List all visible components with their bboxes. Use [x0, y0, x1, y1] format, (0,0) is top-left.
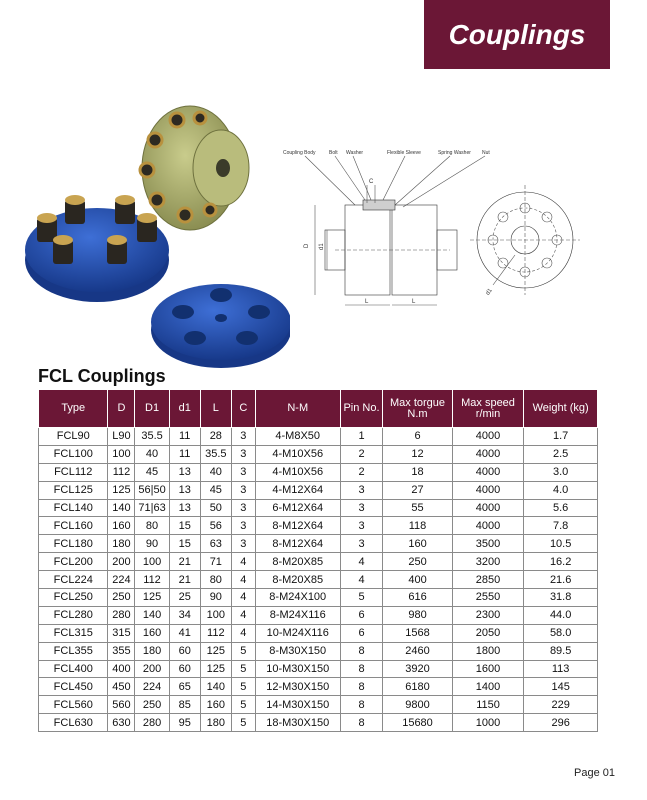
column-header: d1: [169, 390, 200, 428]
table-cell: 21: [169, 571, 200, 589]
table-cell: 4: [340, 571, 383, 589]
table-cell: FCL112: [39, 463, 108, 481]
table-cell: 3: [340, 535, 383, 553]
table-body: [39, 428, 598, 732]
column-header: D1: [135, 390, 169, 428]
table-cell: 56: [200, 517, 231, 535]
label-d1-front: d1: [485, 287, 494, 297]
table-cell: 55: [383, 499, 452, 517]
table-cell: 980: [383, 606, 452, 624]
spec-table: [38, 389, 598, 732]
table-cell: 160: [135, 624, 169, 642]
table-cell: 112: [108, 463, 135, 481]
table-cell: 6: [383, 428, 452, 446]
table-cell: 4000: [452, 481, 524, 499]
column-header: Weight (kg): [524, 390, 598, 428]
table-cell: 180: [108, 535, 135, 553]
table-header-row: [39, 390, 598, 428]
table-cell: 4: [231, 624, 255, 642]
table-cell: 13: [169, 463, 200, 481]
table-cell: 200: [135, 660, 169, 678]
page-title: Couplings: [448, 18, 586, 50]
table-cell: 41: [169, 624, 200, 642]
column-header: Pin No.: [340, 390, 383, 428]
table-cell: 3: [340, 481, 383, 499]
column-header: Type: [39, 390, 108, 428]
table-row: [39, 571, 598, 589]
table-cell: 1400: [452, 678, 524, 696]
table-cell: 3: [231, 481, 255, 499]
table-cell: 6: [340, 624, 383, 642]
table-cell: 160: [108, 517, 135, 535]
table-cell: 4: [231, 589, 255, 607]
table-cell: 4: [340, 553, 383, 571]
table-cell: 6180: [383, 678, 452, 696]
table-cell: 125: [135, 589, 169, 607]
table-cell: 4.0: [524, 481, 598, 499]
table-cell: 60: [169, 660, 200, 678]
table-cell: 4: [231, 553, 255, 571]
table-cell: 4000: [452, 445, 524, 463]
table-cell: FCL140: [39, 499, 108, 517]
table-cell: 15: [169, 517, 200, 535]
table-cell: 71|63: [135, 499, 169, 517]
table-cell: L90: [108, 428, 135, 446]
table-cell: 4000: [452, 517, 524, 535]
section-title: FCL Couplings: [38, 366, 166, 386]
table-cell: 12-M30X150: [255, 678, 340, 696]
table-cell: FCL250: [39, 589, 108, 607]
table-cell: 40: [135, 445, 169, 463]
table-cell: 4: [231, 606, 255, 624]
table-cell: 616: [383, 589, 452, 607]
table-cell: 5: [231, 678, 255, 696]
table-cell: 2: [340, 445, 383, 463]
table-row: [39, 499, 598, 517]
table-cell: 6-M12X64: [255, 499, 340, 517]
table-cell: 8-M30X150: [255, 642, 340, 660]
table-cell: 3: [340, 499, 383, 517]
table-cell: 8: [340, 714, 383, 732]
label-l-left: L: [365, 299, 369, 305]
table-cell: 250: [108, 589, 135, 607]
table-cell: 1150: [452, 696, 524, 714]
table-cell: 44.0: [524, 606, 598, 624]
table-cell: 4000: [452, 463, 524, 481]
table-cell: 140: [200, 678, 231, 696]
table-cell: 125: [108, 481, 135, 499]
table-cell: 9800: [383, 696, 452, 714]
table-row: [39, 481, 598, 499]
table-cell: 14-M30X150: [255, 696, 340, 714]
table-cell: 3: [231, 517, 255, 535]
table-cell: 35.5: [135, 428, 169, 446]
table-cell: FCL100: [39, 445, 108, 463]
table-cell: 560: [108, 696, 135, 714]
table-cell: 7.8: [524, 517, 598, 535]
table-cell: 58.0: [524, 624, 598, 642]
table-cell: 2550: [452, 589, 524, 607]
table-cell: 5: [231, 642, 255, 660]
table-cell: 27: [383, 481, 452, 499]
coupling-photo: [25, 90, 290, 370]
table-cell: 250: [135, 696, 169, 714]
table-cell: 2: [340, 463, 383, 481]
table-row: [39, 660, 598, 678]
table-cell: 1: [340, 428, 383, 446]
table-cell: 280: [108, 606, 135, 624]
table-cell: FCL400: [39, 660, 108, 678]
table-cell: 160: [383, 535, 452, 553]
table-cell: 12: [383, 445, 452, 463]
table-row: [39, 714, 598, 732]
label-flexible-sleeve: Flexible Sleeve: [387, 150, 421, 156]
table-cell: FCL315: [39, 624, 108, 642]
table-cell: 180: [135, 642, 169, 660]
table-cell: 250: [383, 553, 452, 571]
table-cell: 113: [524, 660, 598, 678]
table-cell: 112: [135, 571, 169, 589]
table-cell: 5: [231, 696, 255, 714]
table-cell: 4000: [452, 499, 524, 517]
table-cell: 15680: [383, 714, 452, 732]
table-cell: FCL200: [39, 553, 108, 571]
header-title-band: [424, 0, 610, 69]
table-cell: 18: [383, 463, 452, 481]
table-cell: 80: [135, 517, 169, 535]
table-cell: 3.0: [524, 463, 598, 481]
label-l-right: L: [412, 299, 416, 305]
table-cell: 3: [231, 445, 255, 463]
table-cell: 100: [135, 553, 169, 571]
table-row: [39, 445, 598, 463]
table-cell: 5: [231, 660, 255, 678]
table-cell: 3: [231, 535, 255, 553]
column-header: Max speed r/min: [452, 390, 524, 428]
table-cell: 21: [169, 553, 200, 571]
table-cell: FCL90: [39, 428, 108, 446]
table-cell: FCL125: [39, 481, 108, 499]
table-cell: FCL450: [39, 678, 108, 696]
table-cell: 5: [340, 589, 383, 607]
table-cell: 25: [169, 589, 200, 607]
table-row: [39, 678, 598, 696]
table-cell: 80: [200, 571, 231, 589]
table-cell: 6: [340, 606, 383, 624]
table-cell: 63: [200, 535, 231, 553]
table-cell: 95: [169, 714, 200, 732]
column-header: D: [108, 390, 135, 428]
table-cell: 5.6: [524, 499, 598, 517]
table-cell: FCL630: [39, 714, 108, 732]
table-cell: 10.5: [524, 535, 598, 553]
table-cell: 71: [200, 553, 231, 571]
table-row: [39, 696, 598, 714]
label-nut: Nut: [482, 150, 490, 156]
label-big-d: D: [304, 243, 310, 248]
table-cell: 125: [200, 660, 231, 678]
table-cell: 3200: [452, 553, 524, 571]
technical-drawing: [275, 145, 585, 320]
table-cell: 1.7: [524, 428, 598, 446]
table-cell: 229: [524, 696, 598, 714]
table-cell: 630: [108, 714, 135, 732]
table-cell: 145: [524, 678, 598, 696]
table-cell: 8: [340, 642, 383, 660]
table-cell: 8-M12X64: [255, 535, 340, 553]
column-header: N-M: [255, 390, 340, 428]
table-cell: 140: [135, 606, 169, 624]
table-cell: 2300: [452, 606, 524, 624]
table-cell: 8: [340, 660, 383, 678]
label-c: C: [369, 179, 374, 185]
table-row: [39, 589, 598, 607]
table-cell: FCL180: [39, 535, 108, 553]
label-bolt: Bolt: [329, 150, 338, 156]
label-washer: Washer: [346, 150, 364, 156]
table-cell: 1800: [452, 642, 524, 660]
table-cell: 16.2: [524, 553, 598, 571]
table-cell: 3: [231, 428, 255, 446]
table-cell: 11: [169, 428, 200, 446]
table-row: [39, 535, 598, 553]
table-cell: 8-M20X85: [255, 571, 340, 589]
table-cell: 280: [135, 714, 169, 732]
table-cell: 21.6: [524, 571, 598, 589]
table-cell: 1568: [383, 624, 452, 642]
table-cell: FCL355: [39, 642, 108, 660]
table-row: [39, 624, 598, 642]
table-cell: 450: [108, 678, 135, 696]
page-number: Page 01: [574, 767, 615, 779]
table-cell: 224: [108, 571, 135, 589]
table-cell: 355: [108, 642, 135, 660]
table-cell: 4-M10X56: [255, 445, 340, 463]
table-cell: 4-M10X56: [255, 463, 340, 481]
table-cell: 8-M12X64: [255, 517, 340, 535]
table-cell: 200: [108, 553, 135, 571]
table-cell: 40: [200, 463, 231, 481]
table-cell: 4: [231, 571, 255, 589]
table-cell: 65: [169, 678, 200, 696]
table-cell: 50: [200, 499, 231, 517]
table-cell: 4-M8X50: [255, 428, 340, 446]
table-cell: FCL160: [39, 517, 108, 535]
table-cell: 34: [169, 606, 200, 624]
table-cell: 100: [108, 445, 135, 463]
table-cell: 296: [524, 714, 598, 732]
table-cell: 28: [200, 428, 231, 446]
table-cell: 45: [135, 463, 169, 481]
table-cell: 60: [169, 642, 200, 660]
table-cell: 3: [340, 517, 383, 535]
table-row: [39, 606, 598, 624]
table-cell: 400: [383, 571, 452, 589]
table-cell: 140: [108, 499, 135, 517]
table-cell: 1600: [452, 660, 524, 678]
table-cell: 3: [231, 463, 255, 481]
table-cell: FCL560: [39, 696, 108, 714]
table-cell: FCL280: [39, 606, 108, 624]
column-header: C: [231, 390, 255, 428]
table-cell: 8-M20X85: [255, 553, 340, 571]
column-header: L: [200, 390, 231, 428]
table-row: [39, 553, 598, 571]
table-cell: 5: [231, 714, 255, 732]
table-cell: 18-M30X150: [255, 714, 340, 732]
table-cell: 315: [108, 624, 135, 642]
table-cell: 400: [108, 660, 135, 678]
table-cell: 2050: [452, 624, 524, 642]
label-small-d1: d1: [319, 243, 325, 250]
table-cell: 90: [135, 535, 169, 553]
table-cell: FCL224: [39, 571, 108, 589]
table-cell: 11: [169, 445, 200, 463]
table-cell: 13: [169, 481, 200, 499]
table-cell: 10-M30X150: [255, 660, 340, 678]
table-cell: 3500: [452, 535, 524, 553]
table-cell: 112: [200, 624, 231, 642]
table-cell: 31.8: [524, 589, 598, 607]
table-cell: 1000: [452, 714, 524, 732]
table-cell: 4-M12X64: [255, 481, 340, 499]
table-cell: 90: [200, 589, 231, 607]
table-cell: 118: [383, 517, 452, 535]
table-cell: 2460: [383, 642, 452, 660]
table-cell: 89.5: [524, 642, 598, 660]
table-cell: 8-M24X100: [255, 589, 340, 607]
table-cell: 15: [169, 535, 200, 553]
table-row: [39, 428, 598, 446]
table-cell: 8: [340, 678, 383, 696]
table-cell: 8-M24X116: [255, 606, 340, 624]
table-cell: 4000: [452, 428, 524, 446]
label-coupling-body: Coupling Body: [283, 150, 316, 156]
table-cell: 2850: [452, 571, 524, 589]
table-cell: 3920: [383, 660, 452, 678]
table-cell: 85: [169, 696, 200, 714]
table-row: [39, 517, 598, 535]
table-cell: 224: [135, 678, 169, 696]
table-cell: 2.5: [524, 445, 598, 463]
table-cell: 125: [200, 642, 231, 660]
table-cell: 8: [340, 696, 383, 714]
table-cell: 160: [200, 696, 231, 714]
table-cell: 180: [200, 714, 231, 732]
table-cell: 10-M24X116: [255, 624, 340, 642]
table-cell: 56|50: [135, 481, 169, 499]
table-cell: 100: [200, 606, 231, 624]
column-header: Max torgue N.m: [383, 390, 452, 428]
table-cell: 35.5: [200, 445, 231, 463]
table-cell: 3: [231, 499, 255, 517]
table-row: [39, 463, 598, 481]
table-cell: 13: [169, 499, 200, 517]
table-cell: 45: [200, 481, 231, 499]
table-row: [39, 642, 598, 660]
label-spring-washer: Spring Washer: [438, 150, 471, 156]
